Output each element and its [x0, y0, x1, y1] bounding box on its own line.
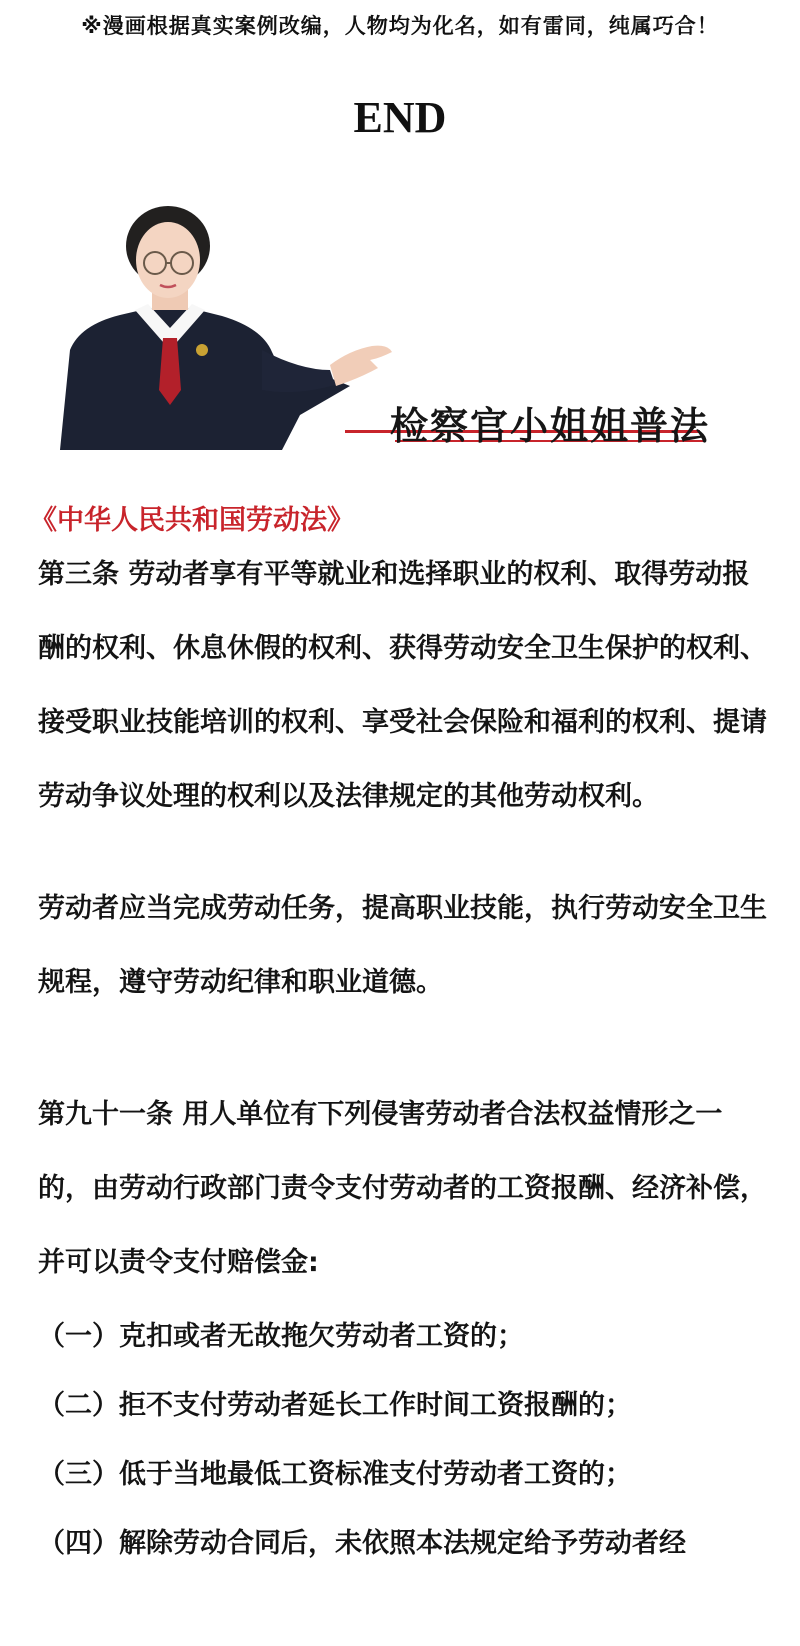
article-91-label: 第九十一条	[38, 1099, 173, 1130]
list-item: （二）拒不支付劳动者延长工作时间工资报酬的；	[38, 1390, 632, 1421]
list-item: （三）低于当地最低工资标准支付劳动者工资的；	[38, 1459, 632, 1490]
article-3-label: 第三条	[38, 559, 119, 590]
article-3-paragraph-2: 劳动者应当完成劳动任务，提高职业技能，执行劳动安全卫生规程，遵守劳动纪律和职业道德。	[38, 893, 767, 998]
article-91-items	[38, 1302, 778, 1578]
disclaimer-text: ※漫画根据真实案例改编，人物均为化名，如有雷同，纯属巧合！	[81, 14, 719, 38]
list-item: （四）解除劳动合同后，未依照本法规定给予劳动者经	[38, 1528, 686, 1559]
law-book-title: 《中华人民共和国劳动法》	[30, 505, 354, 536]
article-91-paragraph	[38, 1078, 768, 1300]
article-3-text: 劳动者享有平等就业和选择职业的权利、取得劳动报酬的权利、休息休假的权利、获得劳动安全卫生保护的权利、接受职业技能培训的权利、享受社会保险和福利的权利、提请劳动争议处理的权利以及法律规定的其他劳动权利。	[38, 559, 767, 812]
hero-banner	[0, 200, 800, 470]
end-title: END	[353, 93, 447, 142]
article-91-text: 用人单位有下列侵害劳动者合法权益情形之一的，由劳动行政部门责令支付劳动者的工资报酬、经济补偿，并可以责令支付赔偿金:	[38, 1099, 767, 1278]
list-item: （一）克扣或者无故拖欠劳动者工资的；	[38, 1321, 524, 1352]
article-3-paragraph	[38, 538, 768, 834]
hero-title: 检察官小姐姐普法	[390, 404, 711, 448]
